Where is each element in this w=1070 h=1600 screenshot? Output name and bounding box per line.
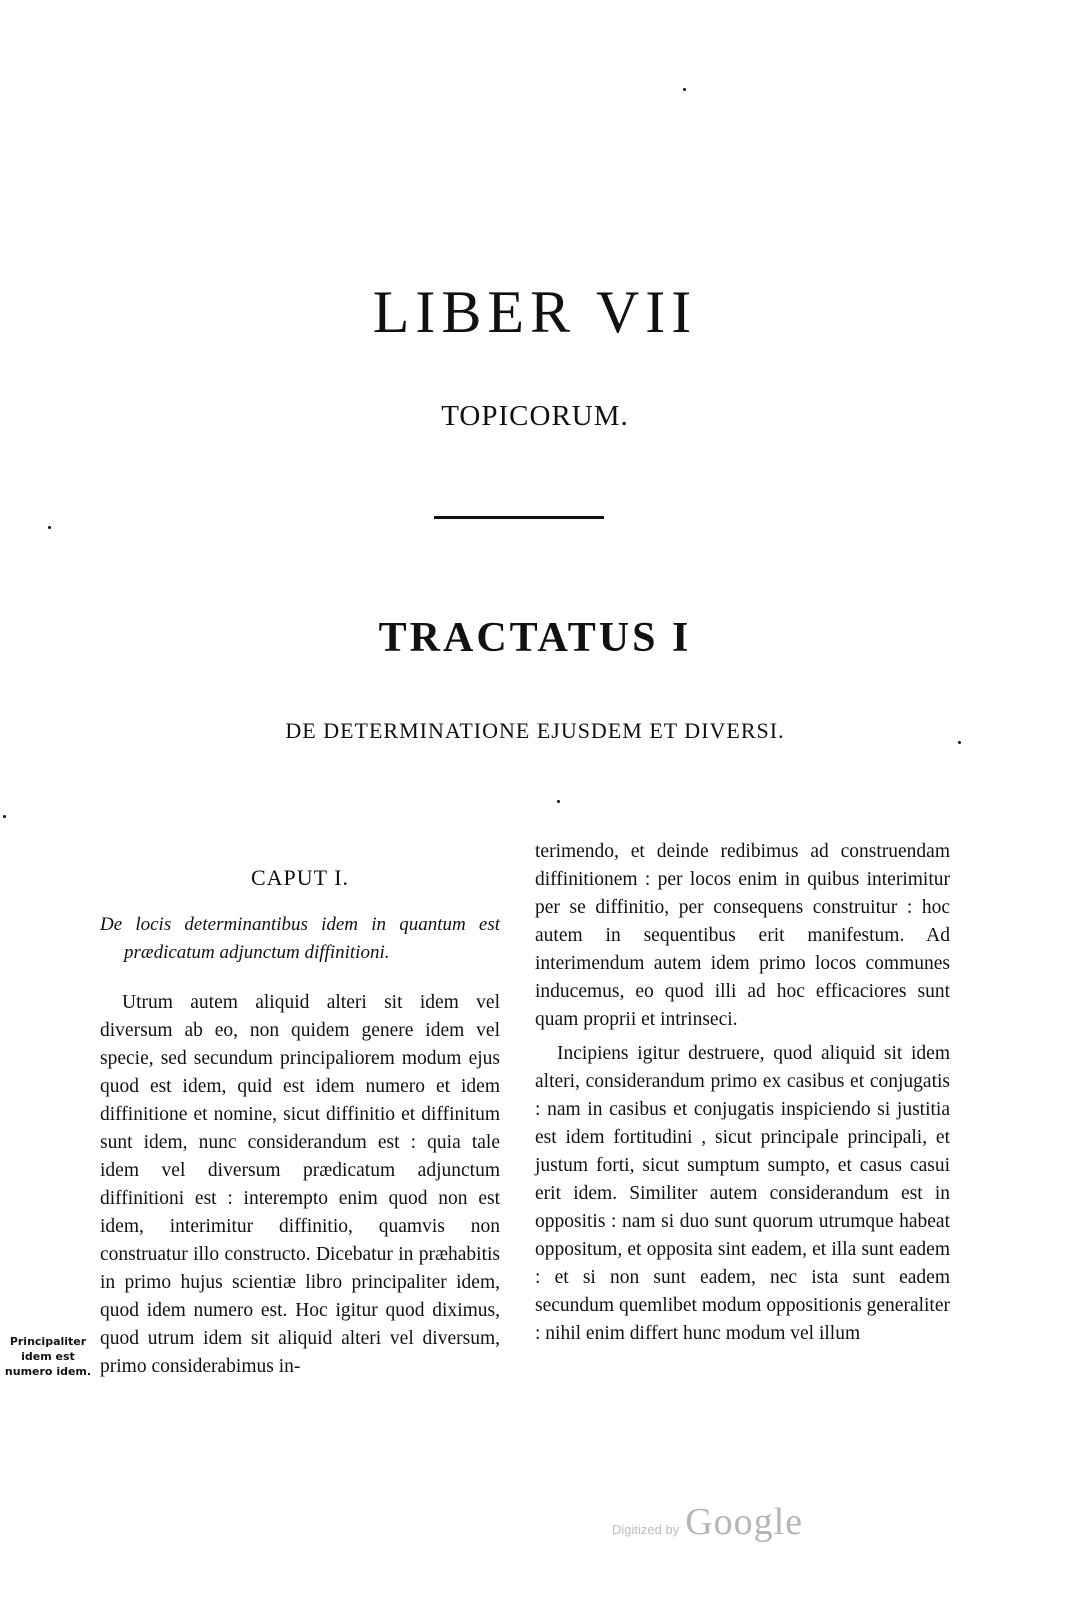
- tractatus-subtitle: DE DETERMINATIONE EJUSDEM ET DIVERSI.: [285, 718, 785, 743]
- book-subtitle: TOPICORUM.: [441, 400, 629, 432]
- speck: [3, 815, 6, 818]
- speck: [557, 800, 560, 803]
- speck: [48, 526, 51, 529]
- right-paragraph-2: Incipiens igitur destruere, quod aliquid sit idem alteri, considerandum primo ex casibus et conjugatis : nam in casibus et conjugatis inspiciendo si justitia est idem fortitudini , sicut principale principali, et justum forti, sicut sumptum sumpto, et casus casui erit idem. Similiter autem considerandum est in oppositis : nam si duo sunt quorum utrumque habeat oppositum, et opposita sint eadem, et illa sunt eadem : et si non sunt eadem, nec ista sunt eadem secundum quemlibet modum oppositionis generaliter : nihil enim differt hunc modum vel illum: [535, 1043, 950, 1344]
- divider-rule: [434, 516, 604, 519]
- chapter-heading: CAPUT I.: [250, 865, 350, 890]
- right-paragraph-1: terimendo, et deinde redibimus ad construendam diffinitionem : per locos enim in quibus interimitur per se diffinitio, per consequens construitur : hoc autem in sequentibus erit manifestum. Ad interimendum autem idem primo locos communes inducemus, eo quod illi ad hoc efficaciores sunt quam proprii et intrinseci.: [535, 841, 950, 1030]
- book-title: LIBER VII: [372, 279, 698, 345]
- margin-note: Principaliter idem est numero idem.: [4, 1335, 92, 1378]
- google-logo: Google: [685, 1501, 804, 1543]
- speck: [958, 741, 961, 744]
- speck: [683, 88, 686, 91]
- right-column: [535, 838, 950, 1348]
- left-column: [100, 865, 500, 1381]
- tractatus-heading: TRACTATUS I: [378, 615, 692, 661]
- digitized-watermark: [612, 1500, 803, 1550]
- chapter-summary: De locis determinantibus idem in quantum est prædicatum adjunctum diffinitioni.: [100, 914, 500, 963]
- left-paragraph: Utrum autem aliquid alteri sit idem vel diversum ab eo, non quidem genere idem vel specie, sed secundum principaliorem modum ejus quod est idem, quid est idem numero et idem diffinitione et nomine, sicut diffinitio et diffinitum sunt idem, nunc considerandum est : quia tale idem vel diversum prædicatum adjunctum diffinitioni est : interempto enim quod non est idem, interimitur diffinitio, quamvis non construatur illo constructo. Dicebatur in præhabitis in primo hujus scientiæ libro principaliter idem, quod idem numero est. Hoc igitur quod diximus, quod utrum idem sit aliquid alteri vel diversum, primo considerabimus in-: [100, 992, 500, 1377]
- watermark-prefix: Digitized by: [612, 1522, 680, 1537]
